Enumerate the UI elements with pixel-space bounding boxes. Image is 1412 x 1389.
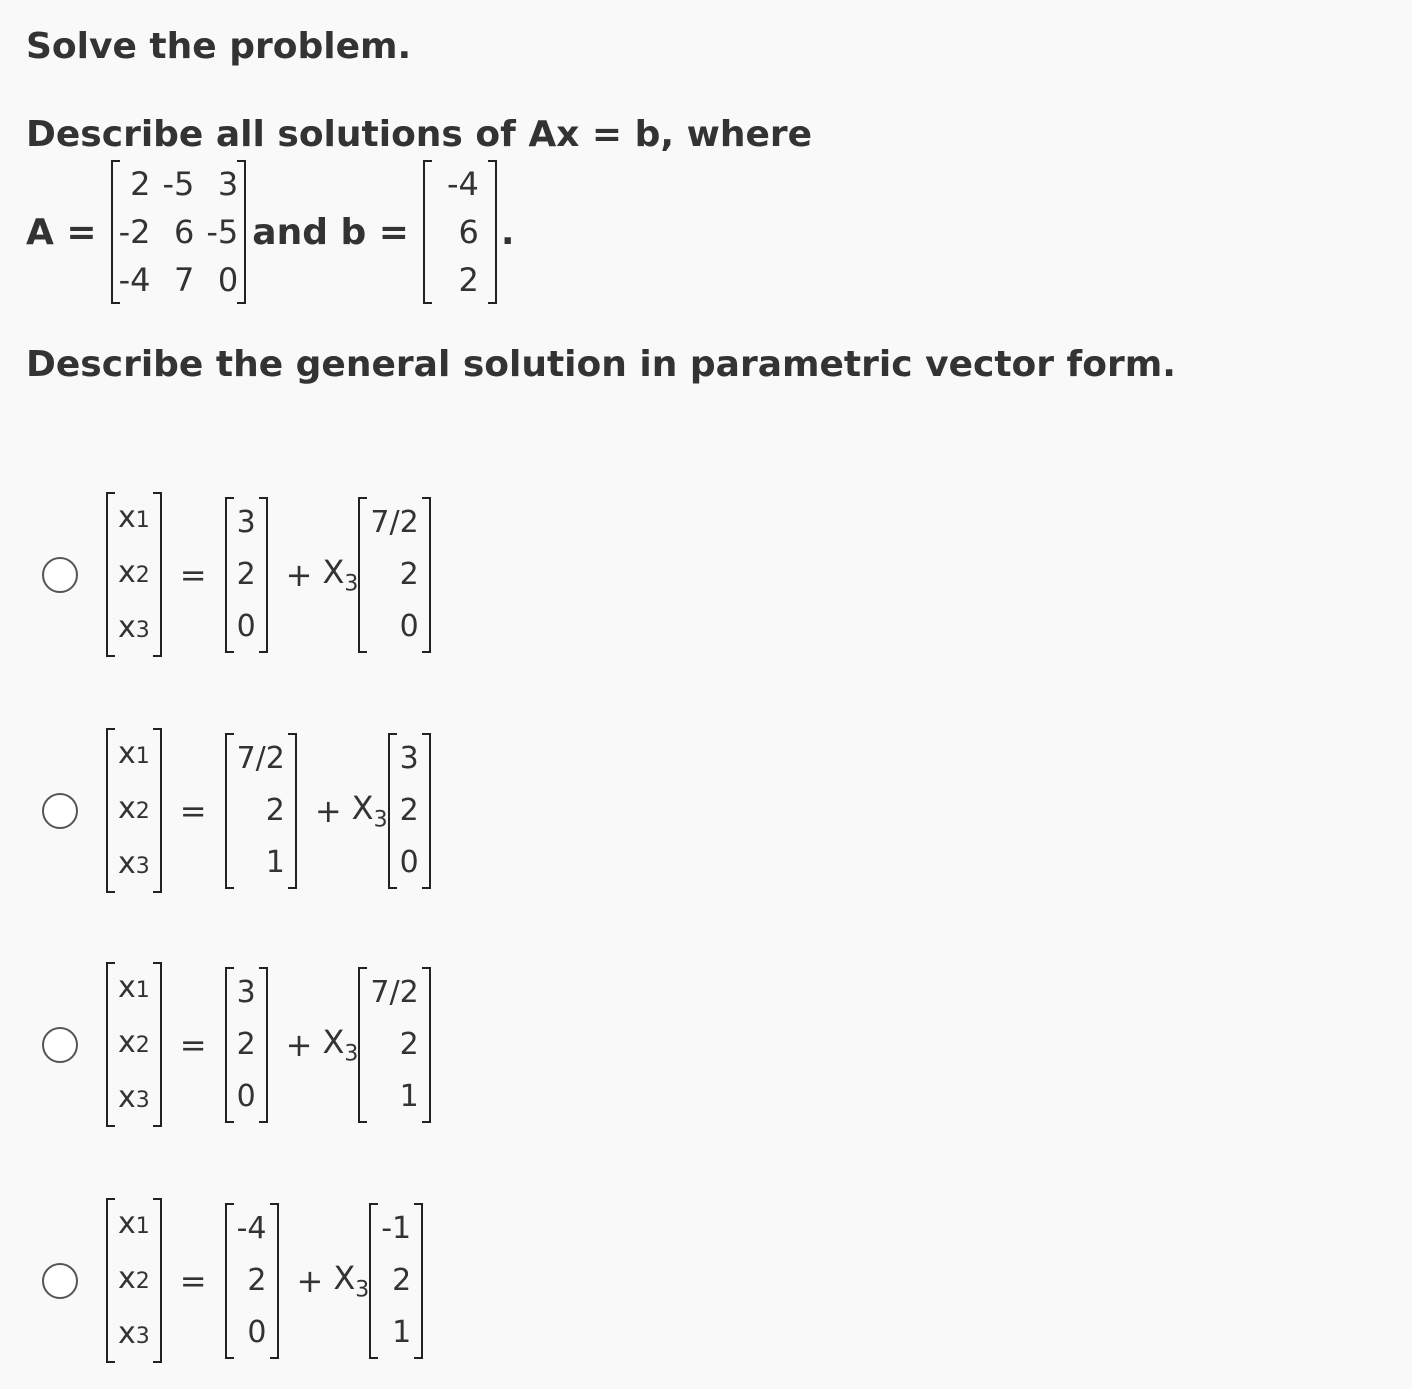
a-cell: 7 bbox=[174, 261, 195, 299]
radio-button-icon[interactable] bbox=[42, 1263, 78, 1299]
x2: x2 bbox=[118, 1261, 150, 1296]
x2: x2 bbox=[118, 791, 150, 826]
parameter-x3: $X_3$ bbox=[351, 788, 388, 833]
unknown-vector bbox=[106, 962, 162, 1127]
direction-cell: 3 bbox=[399, 740, 419, 776]
plus-sign: + bbox=[296, 1261, 324, 1300]
parameter-x3: $X_3$ bbox=[322, 1022, 359, 1067]
particular-cell: 2 bbox=[247, 1262, 267, 1298]
direction-vector bbox=[358, 967, 430, 1123]
x1: x1 bbox=[118, 736, 150, 771]
parameter-x3: $X_3$ bbox=[322, 552, 359, 597]
direction-cell: 2 bbox=[392, 1262, 412, 1298]
particular-cell: -4 bbox=[236, 1210, 267, 1246]
direction-cell: 2 bbox=[399, 1026, 419, 1062]
particular-cell: 2 bbox=[236, 556, 256, 592]
particular-cell: 0 bbox=[236, 1078, 256, 1114]
parameter-x3: $X_3$ bbox=[333, 1258, 370, 1303]
direction-cell: 0 bbox=[399, 844, 419, 880]
a-cell: 0 bbox=[217, 261, 239, 299]
a-cell: -5 bbox=[162, 165, 195, 203]
b-cell: 2 bbox=[458, 261, 479, 299]
x3: x3 bbox=[118, 1316, 150, 1351]
radio-button-icon[interactable] bbox=[42, 1027, 78, 1063]
period: . bbox=[500, 211, 515, 253]
direction-cell: 2 bbox=[399, 556, 419, 592]
x3: x3 bbox=[118, 1080, 150, 1115]
direction-cell: 2 bbox=[399, 792, 419, 828]
particular-vector bbox=[225, 1203, 279, 1359]
equation-row bbox=[26, 160, 515, 304]
a-cell: -5 bbox=[206, 213, 239, 251]
a-cell: 3 bbox=[217, 165, 239, 203]
b-cell: -4 bbox=[446, 165, 479, 203]
particular-vector bbox=[225, 967, 268, 1123]
instruction-text: Describe the general solution in parametric vector form. bbox=[26, 344, 1176, 385]
x1: x1 bbox=[118, 970, 150, 1005]
a-cell: 6 bbox=[174, 213, 195, 251]
direction-cell: 7/2 bbox=[370, 504, 419, 540]
answer-option-3[interactable] bbox=[42, 962, 431, 1127]
particular-cell: 1 bbox=[265, 844, 285, 880]
vector-b bbox=[423, 160, 497, 304]
direction-cell: 1 bbox=[399, 1078, 419, 1114]
and-b-label: and b = bbox=[252, 211, 409, 253]
answer-option-4[interactable] bbox=[42, 1198, 423, 1363]
plus-sign: + bbox=[285, 1025, 313, 1064]
question-text: Describe all solutions of Ax = b, where bbox=[26, 114, 813, 155]
direction-vector bbox=[388, 733, 431, 889]
x2: x2 bbox=[118, 555, 150, 590]
plus-sign: + bbox=[314, 791, 342, 830]
matrix-a bbox=[111, 160, 247, 304]
a-cell: -2 bbox=[118, 213, 151, 251]
answer-option-1[interactable] bbox=[42, 492, 431, 657]
radio-button-icon[interactable] bbox=[42, 793, 78, 829]
equals-sign: = bbox=[179, 1261, 207, 1300]
plus-sign: + bbox=[285, 555, 313, 594]
particular-vector bbox=[225, 497, 268, 653]
particular-cell: 3 bbox=[236, 504, 256, 540]
particular-cell: 2 bbox=[236, 1026, 256, 1062]
unknown-vector bbox=[106, 1198, 162, 1363]
problem-title: Solve the problem. bbox=[26, 26, 412, 67]
particular-vector bbox=[225, 733, 297, 889]
x3: x3 bbox=[118, 610, 150, 645]
x1: x1 bbox=[118, 500, 150, 535]
a-label: A = bbox=[26, 211, 97, 253]
direction-cell: 7/2 bbox=[370, 974, 419, 1010]
a-cell: -4 bbox=[118, 261, 151, 299]
particular-cell: 3 bbox=[236, 974, 256, 1010]
x2: x2 bbox=[118, 1025, 150, 1060]
direction-cell: 1 bbox=[392, 1314, 412, 1350]
direction-cell: -1 bbox=[381, 1210, 412, 1246]
unknown-vector bbox=[106, 728, 162, 893]
particular-cell: 2 bbox=[265, 792, 285, 828]
direction-vector bbox=[369, 1203, 423, 1359]
equals-sign: = bbox=[179, 555, 207, 594]
equals-sign: = bbox=[179, 1025, 207, 1064]
particular-cell: 0 bbox=[247, 1314, 267, 1350]
a-cell: 2 bbox=[130, 165, 151, 203]
direction-cell: 0 bbox=[399, 608, 419, 644]
particular-cell: 7/2 bbox=[236, 740, 285, 776]
particular-cell: 0 bbox=[236, 608, 256, 644]
x3: x3 bbox=[118, 846, 150, 881]
answer-option-2[interactable] bbox=[42, 728, 431, 893]
direction-vector bbox=[358, 497, 430, 653]
x1: x1 bbox=[118, 1206, 150, 1241]
b-cell: 6 bbox=[458, 213, 479, 251]
equals-sign: = bbox=[179, 791, 207, 830]
unknown-vector bbox=[106, 492, 162, 657]
radio-button-icon[interactable] bbox=[42, 557, 78, 593]
